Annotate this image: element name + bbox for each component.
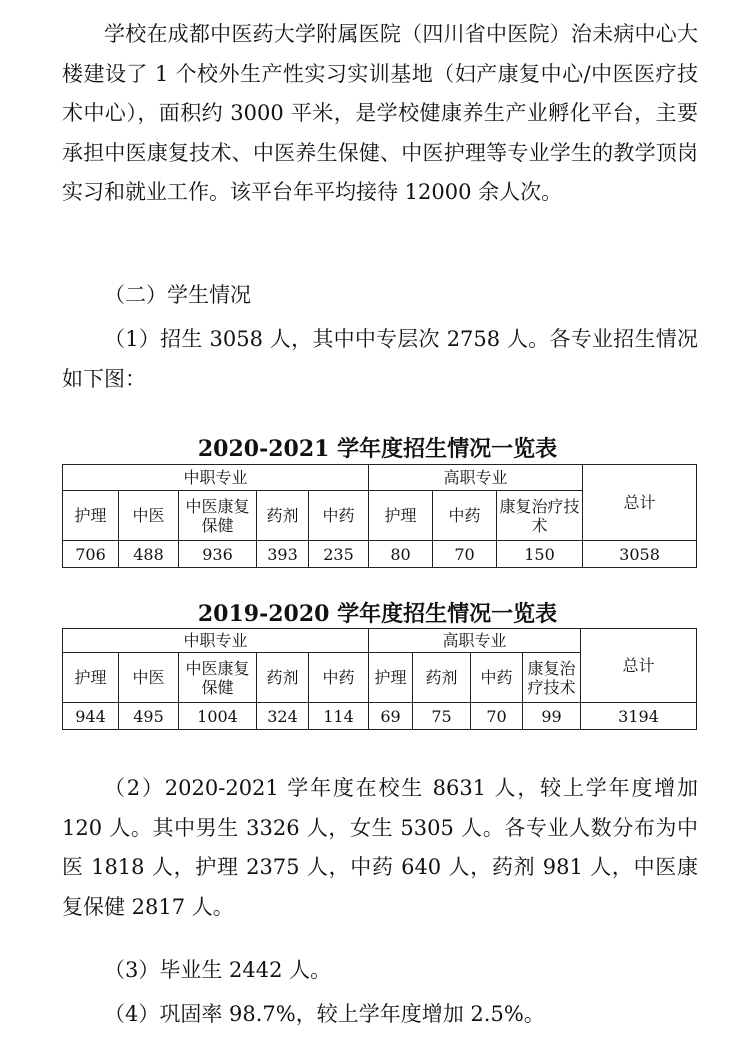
table2-cell: 114: [309, 703, 369, 730]
table1-header: 中药: [433, 491, 497, 541]
table1-value-row: [63, 541, 697, 568]
section-heading-students: （二）学生情况: [104, 283, 251, 307]
table1-total-header: 总计: [583, 465, 697, 541]
table1-header: 护理: [63, 491, 119, 541]
table2-cell: 324: [257, 703, 309, 730]
table2-cell: 944: [63, 703, 119, 730]
table2-header: 中医: [119, 653, 179, 703]
table1-title: 2020-2021 学年度招生情况一览表: [197, 436, 558, 462]
table1-cell: 936: [179, 541, 257, 568]
paragraph-enrolled-students: （2）2020-2021 学年度在校生 8631 人，较上学年度增加 120 人。其中男生 3326 人，女生 5305 人。各专业人数分布为中医 1818 人，护理 2375 人，中药 640 人，药剂 981 人，中医康复保健 2817 人。: [62, 776, 698, 919]
table2-cell: 1004: [179, 703, 257, 730]
paragraph-enrollment: （1）招生 3058 人，其中中专层次 2758 人。各专业招生情况如下图：: [62, 327, 698, 391]
table2-cell: 69: [369, 703, 413, 730]
table2-header: 中药: [309, 653, 369, 703]
table1-cell: 150: [497, 541, 583, 568]
table2-header: 康复治疗技术: [523, 653, 581, 703]
table2-cell: 495: [119, 703, 179, 730]
table1-header: 康复治疗技术: [497, 491, 583, 541]
table2-cell: 70: [471, 703, 523, 730]
table2-group-zhongzhi: 中职专业: [63, 629, 369, 653]
table2-group-gaozhi: 高职专业: [369, 629, 581, 653]
table2-header: 药剂: [413, 653, 471, 703]
table1-group-gaozhi: 高职专业: [369, 465, 583, 491]
table1-header: 中医: [119, 491, 179, 541]
table2-header: 护理: [63, 653, 119, 703]
table1-cell: 235: [309, 541, 369, 568]
table1-cell: 70: [433, 541, 497, 568]
paragraph-training-base: 学校在成都中医药大学附属医院（四川省中医院）治未病中心大楼建设了 1 个校外生产性实习实训基地（妇产康复中心/中医医疗技术中心），面积约 3000 平米，是学校健康养生产业孵化平台，主要承担中医康复技术、中医养生保健、中医护理等专业学生的教学顶岗实习和就业工作。该平台年平均接待 12000 余人次。: [62, 22, 698, 204]
table1-cell: 80: [369, 541, 433, 568]
table1-total-value: 3058: [583, 541, 697, 568]
table1-header: 中药: [309, 491, 369, 541]
table1-group-row: [63, 465, 697, 491]
table1-cell: 488: [119, 541, 179, 568]
table2-total-value: 3194: [581, 703, 697, 730]
table1-group-zhongzhi: 中职专业: [63, 465, 369, 491]
paragraph-graduates: （3）毕业生 2442 人。: [104, 958, 332, 982]
table2: [62, 628, 697, 730]
table2-total-header: 总计: [581, 629, 697, 703]
table2-header: 中药: [471, 653, 523, 703]
table1-header: 中医康复保健: [179, 491, 257, 541]
table2-group-row: [63, 629, 697, 653]
table2-cell: 75: [413, 703, 471, 730]
table2-header: 药剂: [257, 653, 309, 703]
table2-header: 中医康复保健: [179, 653, 257, 703]
paragraph-retention-rate: （4）巩固率 98.7%，较上学年度增加 2.5%。: [104, 1002, 545, 1026]
table2-title: 2019-2020 学年度招生情况一览表: [197, 601, 558, 627]
table1-header: 药剂: [257, 491, 309, 541]
table2-header: 护理: [369, 653, 413, 703]
table1-cell: 393: [257, 541, 309, 568]
table2-cell: 99: [523, 703, 581, 730]
table1-cell: 706: [63, 541, 119, 568]
table1: [62, 464, 697, 568]
table1-header: 护理: [369, 491, 433, 541]
table2-value-row: [63, 703, 697, 730]
